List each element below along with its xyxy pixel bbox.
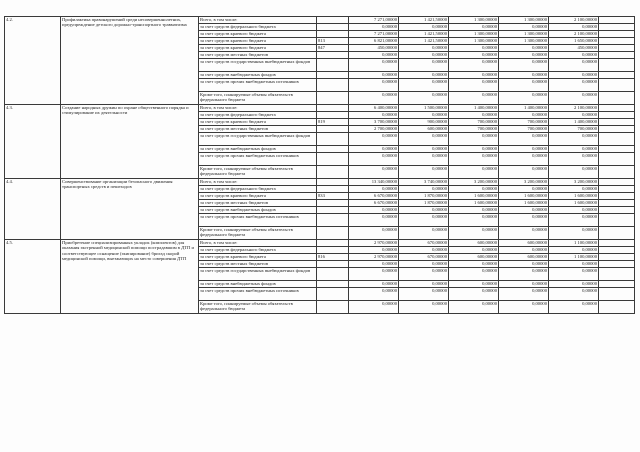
section-index: 4.5. [5, 240, 61, 314]
amount-cell: 0,00000 [499, 288, 549, 301]
amount-cell: 2 700,00000 [349, 126, 399, 133]
empty-cell [599, 179, 635, 186]
amount-cell: 0,00000 [349, 268, 399, 281]
amount-cell: 0,00000 [549, 227, 599, 240]
amount-cell: 0,00000 [449, 227, 499, 240]
budget-code [317, 153, 349, 166]
empty-cell [599, 247, 635, 254]
funding-source: за счет средств краевого бюджета [199, 45, 317, 52]
section-index: 4.3. [5, 105, 61, 179]
budget-code [317, 112, 349, 119]
amount-cell: 600,00000 [449, 240, 499, 247]
empty-cell [599, 92, 635, 105]
budget-code [317, 301, 349, 314]
amount-cell: 0,00000 [499, 52, 549, 59]
amount-cell: 0,00000 [499, 45, 549, 52]
amount-cell: 0,00000 [449, 214, 499, 227]
funding-source: за счет средств прочих внебюджетных источников [199, 79, 317, 92]
amount-cell: 450,00000 [549, 45, 599, 52]
budget-code [317, 166, 349, 179]
budget-code [317, 186, 349, 193]
empty-cell [599, 146, 635, 153]
amount-cell: 7 271,00000 [349, 17, 399, 24]
funding-source: Всего, в том числе: [199, 17, 317, 24]
budget-code: 813 [317, 38, 349, 45]
funding-source: Кроме того, планируемые объемы обязательств федерального бюджета [199, 227, 317, 240]
budget-code [317, 17, 349, 24]
amount-cell: 0,00000 [349, 92, 399, 105]
amount-cell: 0,00000 [549, 72, 599, 79]
amount-cell: 1 600,00000 [449, 193, 499, 200]
amount-cell: 0,00000 [549, 288, 599, 301]
amount-cell: 0,00000 [449, 52, 499, 59]
amount-cell: 600,00000 [399, 126, 449, 133]
section-index: 4.2. [5, 17, 61, 105]
amount-cell: 0,00000 [349, 247, 399, 254]
amount-cell: 0,00000 [449, 247, 499, 254]
funding-source: Кроме того, планируемые объемы обязательств федерального бюджета [199, 92, 317, 105]
amount-cell: 0,00000 [399, 24, 449, 31]
empty-cell [599, 301, 635, 314]
amount-cell: 0,00000 [349, 186, 399, 193]
amount-cell: 0,00000 [499, 261, 549, 268]
amount-cell: 0,00000 [399, 301, 449, 314]
budget-code [317, 247, 349, 254]
empty-cell [599, 24, 635, 31]
amount-cell: 0,00000 [499, 214, 549, 227]
funding-source: Всего, в том числе: [199, 240, 317, 247]
amount-cell: 0,00000 [549, 92, 599, 105]
budget-code: 816 [317, 254, 349, 261]
amount-cell: 1 100,00000 [549, 240, 599, 247]
amount-cell: 0,00000 [349, 112, 399, 119]
amount-cell: 670,00000 [399, 254, 449, 261]
amount-cell: 1 600,00000 [499, 200, 549, 207]
amount-cell: 0,00000 [449, 59, 499, 72]
amount-cell: 1 421,50000 [399, 17, 449, 24]
empty-cell [599, 45, 635, 52]
budget-code [317, 59, 349, 72]
amount-cell: 0,00000 [499, 79, 549, 92]
funding-source: за счет средств местных бюджетов [199, 126, 317, 133]
funding-source: за счет средств прочих внебюджетных источников [199, 288, 317, 301]
amount-cell: 3 700,00000 [349, 119, 399, 126]
amount-cell: 0,00000 [449, 261, 499, 268]
budget-code: 847 [317, 45, 349, 52]
table-row [5, 179, 635, 186]
empty-cell [599, 227, 635, 240]
amount-cell: 0,00000 [399, 45, 449, 52]
amount-cell: 0,00000 [349, 261, 399, 268]
amount-cell: 670,00000 [399, 240, 449, 247]
amount-cell: 1 600,00000 [549, 193, 599, 200]
amount-cell: 3 200,00000 [549, 179, 599, 186]
amount-cell: 0,00000 [399, 112, 449, 119]
amount-cell: 0,00000 [549, 247, 599, 254]
amount-cell: 0,00000 [499, 92, 549, 105]
empty-cell [599, 119, 635, 126]
amount-cell: 0,00000 [549, 153, 599, 166]
amount-cell: 0,00000 [399, 52, 449, 59]
amount-cell: 0,00000 [549, 301, 599, 314]
amount-cell: 0,00000 [549, 112, 599, 119]
budget-code [317, 227, 349, 240]
section-name: Совершенствование организации безопасного движения транспортных средств и пешеходов [61, 179, 199, 240]
amount-cell: 13 340,00000 [349, 179, 399, 186]
amount-cell: 0,00000 [399, 133, 449, 146]
amount-cell: 0,00000 [499, 24, 549, 31]
amount-cell: 1 300,00000 [499, 38, 549, 45]
budget-code [317, 24, 349, 31]
amount-cell: 0,00000 [549, 133, 599, 146]
amount-cell: 1 100,00000 [549, 254, 599, 261]
amount-cell: 0,00000 [399, 153, 449, 166]
empty-cell [599, 166, 635, 179]
budget-code [317, 72, 349, 79]
amount-cell: 3 740,00000 [399, 179, 449, 186]
funding-source: за счет средств государственных внебюджетных фондов [199, 133, 317, 146]
amount-cell: 2 970,00000 [349, 254, 399, 261]
section-index: 4.4. [5, 179, 61, 240]
amount-cell: 0,00000 [549, 186, 599, 193]
amount-cell: 0,00000 [349, 79, 399, 92]
funding-source: за счет средств государственных внебюджетных фондов [199, 268, 317, 281]
amount-cell: 700,00000 [449, 119, 499, 126]
funding-source: за счет средств краевого бюджета [199, 119, 317, 126]
amount-cell: 2 100,00000 [549, 17, 599, 24]
funding-source: за счет средств прочих внебюджетных источников [199, 214, 317, 227]
empty-cell [599, 254, 635, 261]
funding-source: Всего, в том числе: [199, 105, 317, 112]
amount-cell: 0,00000 [449, 133, 499, 146]
empty-cell [599, 59, 635, 72]
amount-cell: 1 400,00000 [549, 119, 599, 126]
amount-cell: 0,00000 [549, 59, 599, 72]
amount-cell: 0,00000 [349, 281, 399, 288]
amount-cell: 0,00000 [499, 281, 549, 288]
amount-cell: 600,00000 [499, 254, 549, 261]
funding-source: за счет средств краевого бюджета [199, 193, 317, 200]
empty-cell [599, 52, 635, 59]
amount-cell: 0,00000 [449, 281, 499, 288]
amount-cell: 700,00000 [499, 119, 549, 126]
amount-cell: 1 500,00000 [399, 105, 449, 112]
amount-cell: 0,00000 [449, 24, 499, 31]
empty-cell [599, 17, 635, 24]
funding-source: за счет средств внебюджетных фондов [199, 146, 317, 153]
funding-source: за счет средств местных бюджетов [199, 52, 317, 59]
empty-cell [599, 133, 635, 146]
amount-cell: 1 300,00000 [499, 31, 549, 38]
amount-cell: 700,00000 [549, 126, 599, 133]
empty-cell [599, 112, 635, 119]
budget-code [317, 268, 349, 281]
amount-cell: 1 421,50000 [399, 31, 449, 38]
amount-cell: 0,00000 [449, 146, 499, 153]
funding-source: за счет средств местных бюджетов [199, 261, 317, 268]
amount-cell: 0,00000 [399, 166, 449, 179]
amount-cell: 0,00000 [349, 72, 399, 79]
amount-cell: 0,00000 [399, 72, 449, 79]
amount-cell: 1 300,00000 [449, 38, 499, 45]
budget-code [317, 79, 349, 92]
empty-cell [599, 268, 635, 281]
amount-cell: 0,00000 [499, 112, 549, 119]
amount-cell: 0,00000 [499, 186, 549, 193]
amount-cell: 0,00000 [499, 301, 549, 314]
amount-cell: 0,00000 [349, 59, 399, 72]
amount-cell: 0,00000 [349, 146, 399, 153]
amount-cell: 1 600,00000 [549, 200, 599, 207]
funding-source: Кроме того, планируемые объемы обязательств федерального бюджета [199, 301, 317, 314]
amount-cell: 0,00000 [549, 207, 599, 214]
budget-code [317, 126, 349, 133]
amount-cell: 0,00000 [399, 288, 449, 301]
amount-cell: 0,00000 [399, 214, 449, 227]
amount-cell: 6 400,00000 [349, 105, 399, 112]
empty-cell [599, 207, 635, 214]
amount-cell: 0,00000 [399, 207, 449, 214]
funding-source: за счет средств краевого бюджета [199, 38, 317, 45]
table-row [5, 240, 635, 247]
budget-code: 833 [317, 193, 349, 200]
funding-source: за счет средств местных бюджетов [199, 200, 317, 207]
amount-cell: 0,00000 [499, 227, 549, 240]
empty-cell [599, 126, 635, 133]
amount-cell: 0,00000 [499, 146, 549, 153]
funding-table [4, 16, 635, 314]
amount-cell: 0,00000 [349, 227, 399, 240]
amount-cell: 0,00000 [549, 79, 599, 92]
amount-cell: 0,00000 [549, 146, 599, 153]
budget-code [317, 179, 349, 186]
amount-cell: 0,00000 [399, 268, 449, 281]
empty-cell [599, 214, 635, 227]
amount-cell: 0,00000 [449, 112, 499, 119]
budget-code [317, 240, 349, 247]
empty-cell [599, 186, 635, 193]
amount-cell: 700,00000 [449, 126, 499, 133]
funding-source: за счет средств внебюджетных фондов [199, 72, 317, 79]
amount-cell: 1 300,00000 [499, 17, 549, 24]
amount-cell: 2 100,00000 [549, 31, 599, 38]
funding-source: за счет средств федерального бюджета [199, 24, 317, 31]
budget-code [317, 214, 349, 227]
amount-cell: 1 400,00000 [499, 105, 549, 112]
amount-cell: 0,00000 [399, 281, 449, 288]
funding-source: за счет средств прочих внебюджетных источников [199, 153, 317, 166]
empty-cell [599, 261, 635, 268]
empty-cell [599, 153, 635, 166]
amount-cell: 1 300,00000 [449, 17, 499, 24]
amount-cell: 0,00000 [449, 166, 499, 179]
empty-cell [599, 240, 635, 247]
budget-code [317, 146, 349, 153]
amount-cell: 0,00000 [449, 79, 499, 92]
empty-cell [599, 38, 635, 45]
amount-cell: 1 400,00000 [449, 105, 499, 112]
budget-code [317, 261, 349, 268]
empty-cell [599, 288, 635, 301]
amount-cell: 0,00000 [449, 153, 499, 166]
amount-cell: 0,00000 [549, 281, 599, 288]
section-name: Приобретение специализированных укладок (комплектов) для оказания экстренной медицинской помощи пострадавшим в ДТП и соответствующее оснащение (экипирование) бригад скорой медицинской помощи, выезжающих на место совершения ДТП [61, 240, 199, 314]
amount-cell: 0,00000 [349, 288, 399, 301]
amount-cell: 0,00000 [449, 72, 499, 79]
amount-cell: 3 200,00000 [449, 179, 499, 186]
amount-cell: 0,00000 [399, 247, 449, 254]
amount-cell: 0,00000 [349, 301, 399, 314]
empty-cell [599, 193, 635, 200]
amount-cell: 0,00000 [499, 166, 549, 179]
funding-source: за счет средств федерального бюджета [199, 112, 317, 119]
amount-cell: 0,00000 [349, 24, 399, 31]
budget-code [317, 52, 349, 59]
budget-code [317, 92, 349, 105]
amount-cell: 0,00000 [549, 261, 599, 268]
empty-cell [599, 281, 635, 288]
amount-cell: 700,00000 [499, 126, 549, 133]
amount-cell: 0,00000 [399, 186, 449, 193]
funding-source: Кроме того, планируемые объемы обязательств федерального бюджета [199, 166, 317, 179]
amount-cell: 0,00000 [499, 59, 549, 72]
amount-cell: 0,00000 [349, 207, 399, 214]
amount-cell: 1 870,00000 [399, 193, 449, 200]
amount-cell: 0,00000 [349, 153, 399, 166]
amount-cell: 0,00000 [449, 268, 499, 281]
funding-source: за счет средств федерального бюджета [199, 186, 317, 193]
amount-cell: 3 200,00000 [499, 179, 549, 186]
amount-cell: 0,00000 [449, 92, 499, 105]
amount-cell: 0,00000 [449, 45, 499, 52]
empty-cell [599, 200, 635, 207]
amount-cell: 0,00000 [349, 166, 399, 179]
amount-cell: 0,00000 [499, 72, 549, 79]
funding-source: за счет средств федерального бюджета [199, 247, 317, 254]
budget-code: 819 [317, 119, 349, 126]
amount-cell: 0,00000 [449, 301, 499, 314]
amount-cell: 0,00000 [549, 268, 599, 281]
amount-cell: 0,00000 [549, 214, 599, 227]
amount-cell: 0,00000 [499, 207, 549, 214]
budget-code [317, 200, 349, 207]
amount-cell: 2 100,00000 [549, 105, 599, 112]
table-row [5, 105, 635, 112]
empty-cell [599, 72, 635, 79]
amount-cell: 0,00000 [549, 24, 599, 31]
amount-cell: 1 421,50000 [399, 38, 449, 45]
section-name: Профилактика правонарушений среди несовершеннолетних, предупреждение детского дорожно-транспортного травматизма [61, 17, 199, 105]
amount-cell: 0,00000 [449, 186, 499, 193]
amount-cell: 900,00000 [399, 119, 449, 126]
amount-cell: 0,00000 [449, 207, 499, 214]
amount-cell: 1 870,00000 [399, 200, 449, 207]
empty-cell [599, 105, 635, 112]
amount-cell: 7 271,00000 [349, 31, 399, 38]
empty-cell [599, 31, 635, 38]
amount-cell: 450,00000 [349, 45, 399, 52]
amount-cell: 0,00000 [349, 214, 399, 227]
budget-code [317, 288, 349, 301]
budget-code [317, 31, 349, 38]
amount-cell: 0,00000 [399, 227, 449, 240]
budget-code [317, 281, 349, 288]
amount-cell: 6 670,00000 [349, 200, 399, 207]
amount-cell: 1 600,00000 [499, 193, 549, 200]
empty-cell [599, 79, 635, 92]
amount-cell: 0,00000 [499, 247, 549, 254]
budget-code [317, 133, 349, 146]
amount-cell: 0,00000 [399, 261, 449, 268]
amount-cell: 0,00000 [349, 52, 399, 59]
funding-source: Всего, в том числе: [199, 179, 317, 186]
amount-cell: 0,00000 [499, 133, 549, 146]
funding-source: за счет средств внебюджетных фондов [199, 207, 317, 214]
amount-cell: 0,00000 [399, 146, 449, 153]
amount-cell: 0,00000 [399, 59, 449, 72]
budget-code [317, 207, 349, 214]
amount-cell: 6 821,00000 [349, 38, 399, 45]
amount-cell: 0,00000 [449, 288, 499, 301]
funding-source: за счет средств краевого бюджета [199, 254, 317, 261]
table-row [5, 17, 635, 24]
amount-cell: 2 970,00000 [349, 240, 399, 247]
amount-cell: 0,00000 [349, 133, 399, 146]
amount-cell: 1 600,00000 [449, 200, 499, 207]
amount-cell: 0,00000 [399, 92, 449, 105]
section-name: Создание народных дружин по охране общественного порядка и стимулирование их деятельности [61, 105, 199, 179]
amount-cell: 0,00000 [549, 166, 599, 179]
funding-source: за счет средств внебюджетных фондов [199, 281, 317, 288]
amount-cell: 0,00000 [499, 153, 549, 166]
budget-code [317, 105, 349, 112]
amount-cell: 0,00000 [399, 79, 449, 92]
amount-cell: 600,00000 [499, 240, 549, 247]
funding-source: за счет средств государственных внебюджетных фондов [199, 59, 317, 72]
amount-cell: 0,00000 [549, 52, 599, 59]
amount-cell: 1 300,00000 [449, 31, 499, 38]
funding-source: за счет средств краевого бюджета [199, 31, 317, 38]
amount-cell: 0,00000 [499, 268, 549, 281]
amount-cell: 6 670,00000 [349, 193, 399, 200]
amount-cell: 600,00000 [449, 254, 499, 261]
amount-cell: 1 650,00000 [549, 38, 599, 45]
